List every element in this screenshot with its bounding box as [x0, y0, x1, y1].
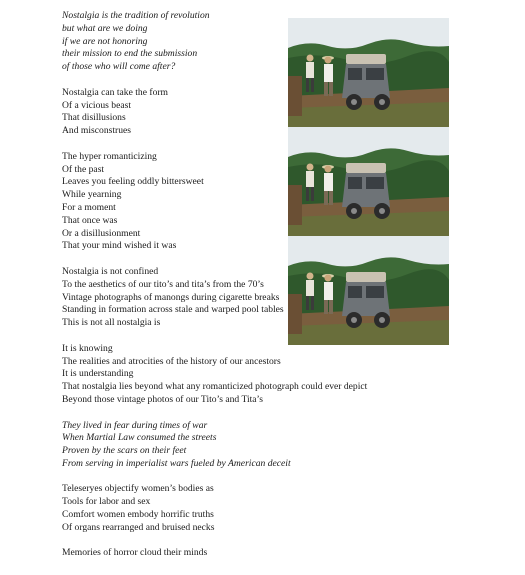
- stanza: [62, 547, 392, 560]
- poem-line: While yearning: [62, 189, 122, 201]
- poem-line: And misconstrues: [62, 125, 132, 137]
- poem-line: Of a vicious beast: [62, 99, 132, 111]
- poem-line: of those who will come after?: [62, 61, 176, 73]
- poem-line: Leaves you feeling oddly bittersweet: [62, 176, 204, 188]
- poem-line: Nostalgia is the tradition of revolution: [62, 10, 210, 21]
- poem-line: Standing in formation across stale and warped pool tables: [62, 304, 284, 316]
- poem-line: This is not all nostalgia is: [62, 317, 161, 329]
- stanza: [62, 483, 392, 534]
- poem-line: Of organs rearranged and bruised necks: [62, 521, 215, 533]
- poem-line: Memories of horror cloud their minds: [62, 547, 208, 559]
- poem-line: They lived in fear during times of war: [62, 419, 208, 431]
- vintage-photo-image: [288, 18, 449, 127]
- poem-line: Teleseryes objectify women’s bodies as: [62, 483, 214, 495]
- poem-line: if we are not honoring: [62, 35, 148, 47]
- poem-line: To the aesthetics of our tito’s and tita’s from the 70’s: [62, 278, 264, 290]
- poem-line: That nostalgia lies beyond what any romanticized photograph could ever depict: [62, 381, 368, 393]
- poem-line: For a moment: [62, 201, 116, 213]
- photo-strip: [288, 18, 449, 345]
- poem-line: That once was: [62, 214, 118, 226]
- poem-line: That your mind wished it was: [62, 240, 177, 252]
- stanza: [62, 420, 392, 471]
- poem-line: The realities and atrocities of the history of our ancestors: [62, 355, 281, 367]
- poem-line: Nostalgia is not confined: [62, 265, 159, 277]
- poem-line: The hyper romanticizing: [62, 150, 157, 162]
- poem-line: From serving in imperialist wars fueled by American deceit: [62, 457, 291, 469]
- poem-line: Beyond those vintage photos of our Tito’s and Tita’s: [62, 393, 263, 405]
- poem-line: It is knowing: [62, 342, 113, 354]
- stanza: [62, 343, 392, 407]
- poem-line: Nostalgia can take the form: [62, 86, 169, 98]
- poem-line: That disillusions: [62, 112, 126, 124]
- poem-line: Proven by the scars on their feet: [62, 445, 187, 457]
- poem-line: When Martial Law consumed the streets: [62, 432, 217, 444]
- poem-line: Or a disillusionment: [62, 227, 141, 239]
- poem-line: but what are we doing: [62, 22, 148, 34]
- poem-line: Tools for labor and sex: [62, 496, 151, 508]
- poem-line: Of the past: [62, 163, 105, 175]
- poem-line: Vintage photographs of manongs during cigarette breaks: [62, 291, 280, 303]
- vintage-photo-image: [288, 127, 449, 236]
- poem-line: Comfort women embody horrific truths: [62, 509, 214, 521]
- poem-line: It is understanding: [62, 368, 134, 380]
- vintage-photo-image: [288, 236, 449, 345]
- poem-line: their mission to end the submission: [62, 48, 198, 60]
